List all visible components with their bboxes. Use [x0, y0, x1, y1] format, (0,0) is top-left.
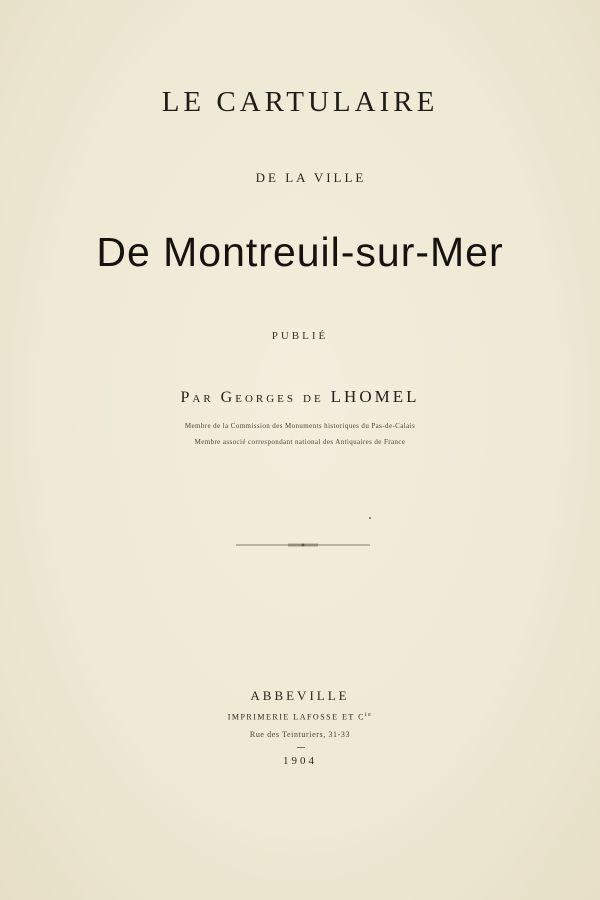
imprint-printer — [0, 712, 600, 722]
ornamental-rule — [236, 542, 370, 548]
title-line-cartulaire: LE CARTULAIRE — [161, 86, 439, 118]
title-line-montreuil: De Montreuil-sur-Mer — [96, 229, 504, 275]
author-surname: LHOMEL — [330, 387, 420, 406]
imprint-street: Rue des Teinturiers, 31-33 — [249, 730, 351, 739]
ink-speck — [369, 517, 371, 519]
author-affiliation-1: Membre de la Commission des Monuments historiques du Pas-de-Calais — [184, 422, 416, 430]
imprint-city: ABBEVILLE — [250, 688, 350, 703]
author-line — [0, 387, 600, 407]
publie-label: PUBLIÉ — [271, 330, 329, 342]
author-prefix: Par Georges de — [180, 389, 324, 406]
title-line-de-la-ville: DE LA VILLE — [255, 170, 367, 185]
imprint-printer-name: IMPRIMERIE LAFOSSE ET C — [227, 712, 365, 722]
imprint-year: 1904 — [283, 755, 317, 767]
author-affiliation-2: Membre associé correspondant national des Antiquaires de France — [194, 438, 406, 446]
imprint-divider — [297, 747, 305, 748]
imprint-printer-superscript: ie — [364, 712, 373, 718]
